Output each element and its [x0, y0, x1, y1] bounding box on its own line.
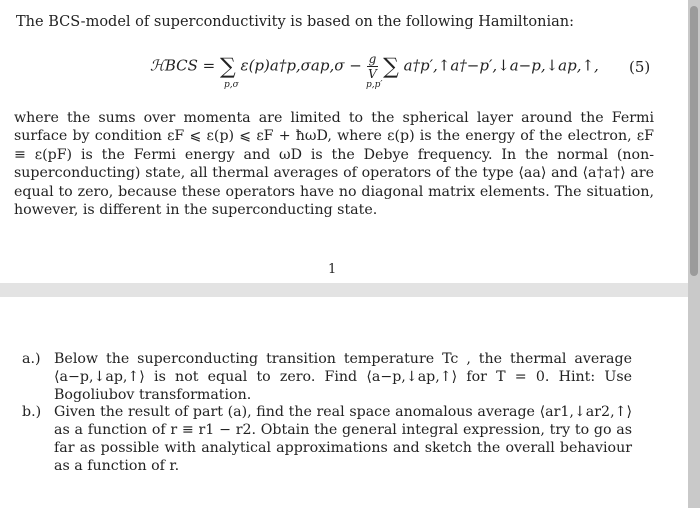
sum2-subscript: p,p′ [366, 80, 383, 90]
equation-term1: ε(p)a†p,σap,σ [240, 56, 345, 75]
sum1-subscript: p,σ [224, 80, 239, 90]
question-b-label: b.) [22, 404, 42, 420]
hamiltonian-equation [150, 46, 650, 94]
equation-term2: a†p′,↑a†−p′,↓a−p,↓ap,↑, [403, 56, 599, 75]
scrollbar[interactable] [688, 0, 700, 508]
question-a-text: Below the superconducting transition temperature Tc , the thermal average ⟨a−p,↓ap,↑⟩ is not equal to zero. Find ⟨a−p,↓ap,↑⟩ for T = 0. Hint: Use Bogoliubov transformation. [54, 351, 632, 403]
equation-body: ℋBCS = ∑ ε(p)a†p,σap,σ − $\frac{g}{V}$ ∑ a†p′,↑a†−p′,↓a−p,↓ap,↑, [150, 52, 599, 81]
question-b-text: Given the result of part (a), find the real space anomalous average ⟨ar1,↓ar2,↑⟩ as a function of r ≡ r1 − r2. Obtain the general integral expression, try to go as far as possible with analytical approximations and sketch the overall behaviour as a function of r. [54, 404, 632, 474]
body-paragraph: where the sums over momenta are limited to the spherical layer around the Fermi surface by condition εF ⩽ ε(p) ⩽ εF + ħωD, where ε(p) is the energy of the electron, εF ≡ ε(pF) is the Fermi energy and ωD is the Debye frequency. In the normal (non-superconducting) state, all thermal averages of operators of the type ⟨aa⟩ and ⟨a†a†⟩ are equal to zero, because these operators have no diagonal matrix elements. The situation, however, is different in the superconducting state. [14, 110, 654, 219]
page-number: 1 [328, 262, 337, 277]
intro-text: The BCS-model of superconductivity is based on the following Hamiltonian: [16, 14, 574, 30]
sum-symbol-1: ∑ [220, 54, 236, 80]
equation-fraction: $\frac{g}{V}$ [368, 52, 377, 81]
sum-symbol-2: ∑ [383, 54, 399, 80]
page-separator [0, 283, 688, 297]
equation-number: (5) [629, 58, 651, 76]
question-a-label: a.) [22, 351, 41, 367]
scrollbar-thumb[interactable] [690, 6, 698, 276]
equation-lhs: ℋBCS [150, 56, 198, 75]
